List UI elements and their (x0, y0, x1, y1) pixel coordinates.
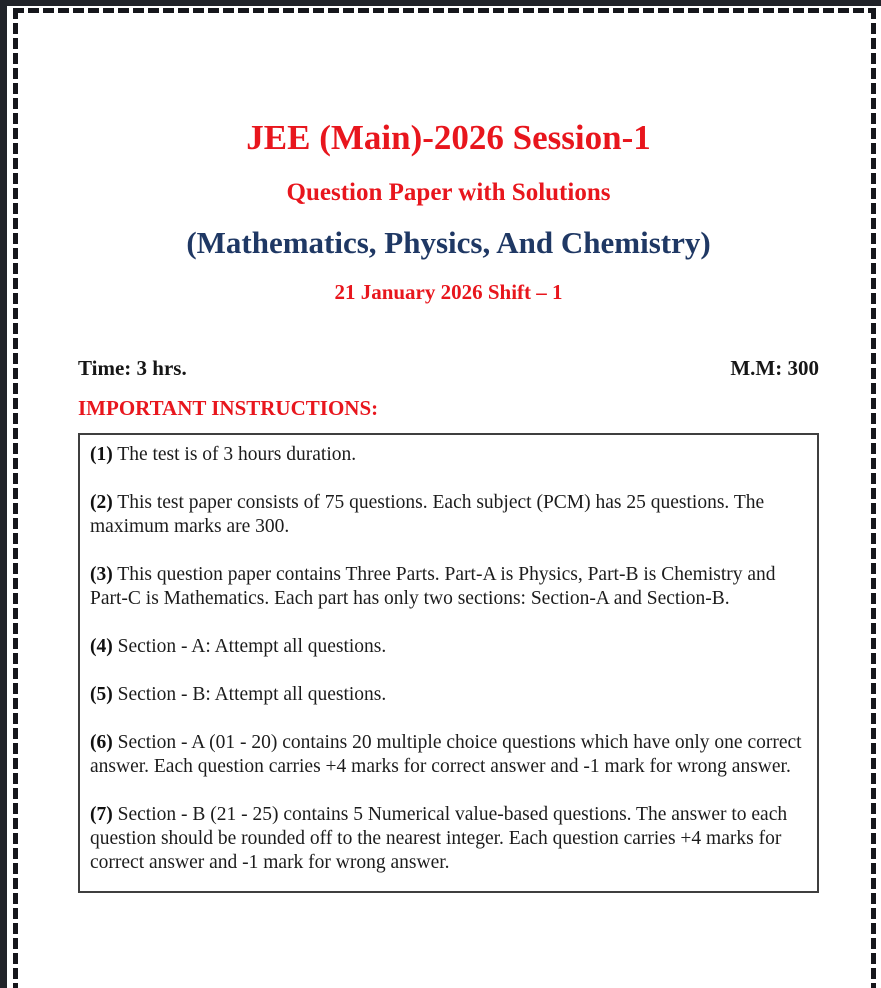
subjects-line: (Mathematics, Physics, And Chemistry) (186, 225, 711, 260)
instruction-number: (6) (90, 731, 113, 753)
instruction-text: This question paper contains Three Parts. Part-A is Physics, Part-B is Chemistry and Part-C is Mathematics. Each part has only two sections: Section-A and Section-B. (90, 563, 776, 609)
time-label: Time: 3 hrs. (78, 355, 187, 380)
instruction-text: Section - B: Attempt all questions. (117, 683, 387, 705)
instructions-heading: IMPORTANT INSTRUCTIONS: (78, 395, 379, 420)
instruction-number: (5) (90, 683, 113, 705)
instruction-item (90, 683, 805, 707)
instruction-text: The test is of 3 hours duration. (117, 443, 357, 465)
date-shift-line: 21 January 2026 Shift – 1 (334, 279, 563, 304)
instruction-number: (4) (90, 635, 113, 657)
page-dashed-border-left (13, 8, 18, 988)
instruction-item (90, 731, 805, 779)
document-page (7, 6, 881, 988)
page-dashed-border-right (871, 8, 876, 988)
instruction-text: This test paper consists of 75 questions. Each subject (PCM) has 25 questions. The maximum marks are 300. (90, 491, 765, 537)
instruction-text: Section - A: Attempt all questions. (117, 635, 387, 657)
page-title: JEE (Main)-2026 Session-1 (246, 118, 651, 157)
instruction-number: (7) (90, 803, 113, 825)
instruction-item (90, 443, 805, 467)
meta-row (78, 356, 819, 381)
page-subtitle: Question Paper with Solutions (286, 179, 611, 207)
max-marks-label: M.M: 300 (730, 355, 819, 380)
instruction-number: (3) (90, 563, 113, 585)
instruction-text: Section - A (01 - 20) contains 20 multiple choice questions which have only one correct answer. Each question carries +4 marks for correct answer and -1 mark for wrong answer. (90, 731, 802, 777)
instruction-item (90, 803, 805, 875)
instruction-item (90, 635, 805, 659)
instructions-box (78, 433, 819, 893)
page-content (78, 6, 819, 893)
instruction-number: (1) (90, 443, 113, 465)
instruction-item (90, 563, 805, 611)
instruction-text: Section - B (21 - 25) contains 5 Numerical value-based questions. The answer to each question should be rounded off to the nearest integer. Each question carries +4 marks for correct answer and -1 mark for wrong answer. (90, 803, 788, 873)
instruction-number: (2) (90, 491, 113, 513)
instruction-item (90, 491, 805, 539)
